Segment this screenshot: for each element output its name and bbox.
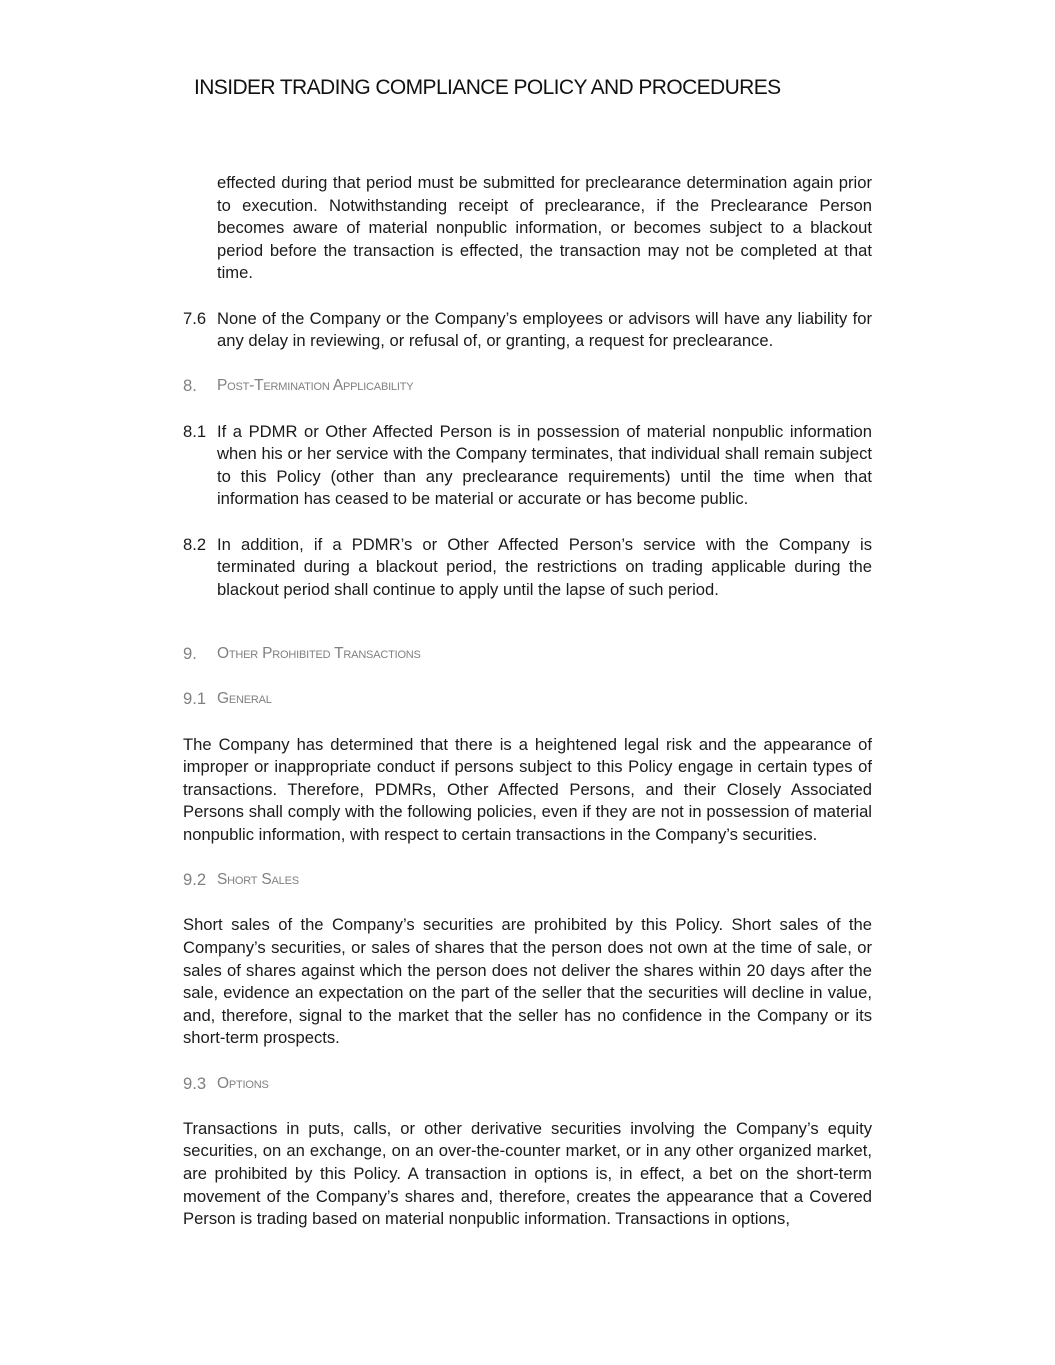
subsection-number: 9.2 xyxy=(183,870,207,890)
clause-text: None of the Company or the Company’s employees or advisors will have any liability for any delay in reviewing, or refusal of, or granting, a request for preclearance. xyxy=(217,308,872,351)
clause-7-6 xyxy=(183,308,872,353)
subsection-title: Options xyxy=(217,1074,269,1092)
subsection-title: General xyxy=(217,690,272,708)
subsection-9-2-heading xyxy=(183,869,872,892)
section-8-heading xyxy=(183,375,872,398)
subsection-title: Short Sales xyxy=(217,871,299,889)
subsection-number: 9.3 xyxy=(183,1073,207,1093)
subsection-number: 9.1 xyxy=(183,689,207,709)
short-sales-paragraph: Short sales of the Company’s securities are prohibited by this Policy. Short sales of the Company’s securities, or sales of shares that the person does not own at the time of sale, or sales of shares against which the person does not deliver the shares within 20 days after the sale, evidence an expectation on the part of the seller that the securities will decline in value, and, therefore, signal to the market that the seller has no confidence in the Company or its short-term prospects. xyxy=(183,915,872,1048)
options-paragraph: Transactions in puts, calls, or other derivative securities involving the Company’s equity securities, on an exchange, on an over-the-counter market, or in any other organized market, are prohibited by this Policy. A transaction in options is, in effect, a bet on the short-term movement of the Company’s shares and, therefore, creates the appearance that a Covered Person is trading based on material nonpublic information. Transactions in options, xyxy=(183,1118,872,1229)
section-title: Other Prohibited Transactions xyxy=(217,645,421,663)
document-title: INSIDER TRADING COMPLIANCE POLICY AND PROCEDURES xyxy=(194,76,781,99)
clause-number: 7.6 xyxy=(183,308,207,328)
section-number: 9. xyxy=(183,644,197,664)
clause-8-1 xyxy=(183,421,872,511)
general-paragraph: The Company has determined that there is a heightened legal risk and the appearance of improper or inappropriate conduct if persons subject to this Policy engage in certain types of transactions. Therefore, PDMRs, Other Affected Persons, and their Closely Associated Persons shall comply with the following policies, even if they are not in possession of material nonpublic information, with respect to certain transactions in the Company’s securities. xyxy=(183,734,872,845)
section-title: Post-Termination Applicability xyxy=(217,377,414,395)
clause-number: 8.1 xyxy=(183,421,207,441)
section-number: 8. xyxy=(183,376,197,396)
clause-number: 8.2 xyxy=(183,534,207,554)
clause-text: In addition, if a PDMR’s or Other Affected Person’s service with the Company is terminated during a blackout period, the restrictions on trading applicable during the blackout period shall continue to apply until the lapse of such period. xyxy=(217,534,872,599)
continued-paragraph: effected during that period must be submitted for preclearance determination again prior to execution. Notwithstanding receipt of preclearance, if the Preclearance Person becomes aware of material nonpublic information, or becomes subject to a blackout period before the transaction is effected, the transaction may not be completed at that time. xyxy=(217,173,872,283)
section-9-heading xyxy=(183,643,872,666)
clause-text: If a PDMR or Other Affected Person is in possession of material nonpublic information when his or her service with the Company terminates, that individual shall remain subject to this Policy (other than any preclearance requirements) until the time when that information has ceased to be material or accurate or has become public. xyxy=(217,421,872,509)
subsection-9-1-heading xyxy=(183,688,872,711)
clause-8-2 xyxy=(183,534,872,602)
subsection-9-3-heading xyxy=(183,1073,872,1096)
document-body xyxy=(183,172,872,1231)
